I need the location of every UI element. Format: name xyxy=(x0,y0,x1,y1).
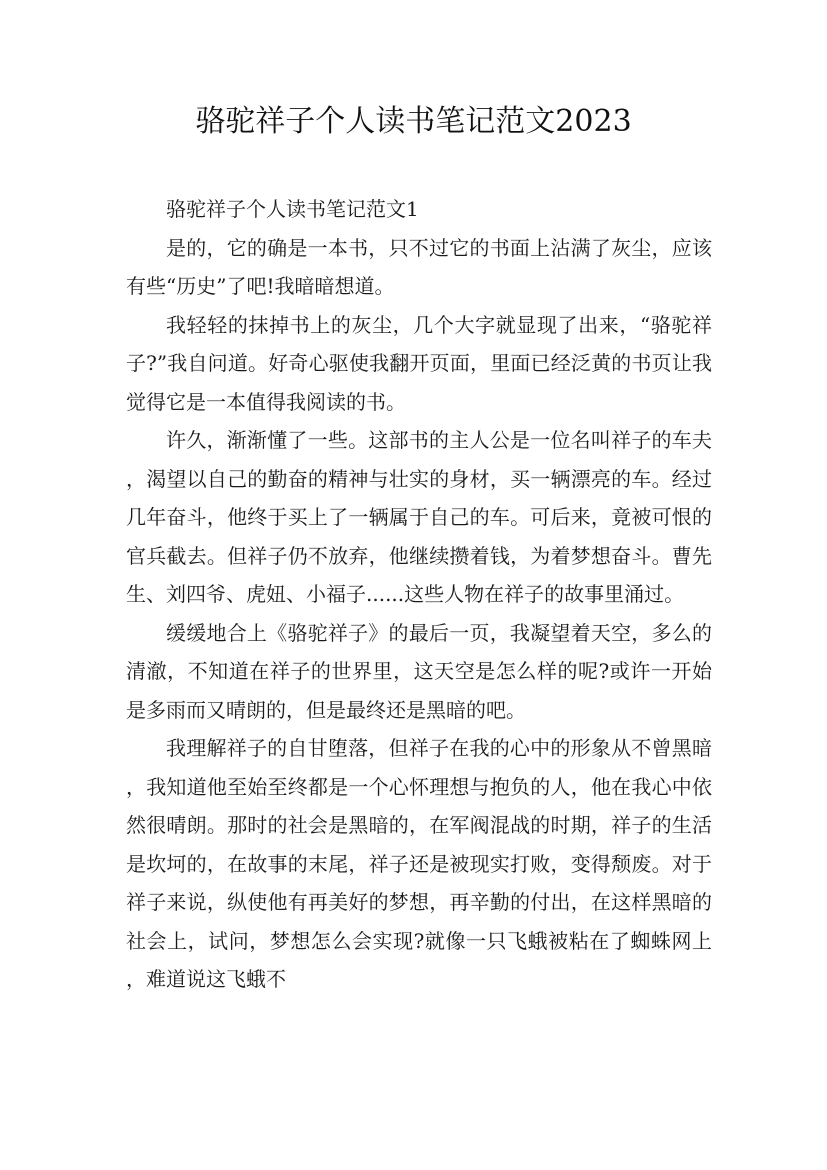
paragraph: 我理解祥子的自甘堕落，但祥子在我的心中的形象从不曾黑暗，我知道他至始至终都是一个心怀理想与抱负的人，他在我心中依然很晴朗。那时的社会是黑暗的，在军阀混战的时期，祥子的生活是坎坷的，在故事的末尾，祥子还是被现实打败，变得颓废。对于祥子来说，纵使他有再美好的梦想，再辛勤的付出，在这样黑暗的社会上，试问，梦想怎么会实现?就像一只飞蛾被粘在了蜘蛛网上，难道说这飞蛾不 xyxy=(126,736,712,991)
document-title: 骆驼祥子个人读书笔记范文2023 xyxy=(195,104,632,139)
paragraph: 许久，渐渐懂了一些。这部书的主人公是一位名叫祥子的车夫，渴望以自己的勤奋的精神与壮实的身材，买一辆漂亮的车。经过几年奋斗，他终于买上了一辆属于自己的车。可后来，竟被可恨的官兵截去。但祥子仍不放弃，他继续攒着钱，为着梦想奋斗。曹先生、刘四爷、虎妞、小福子......这些人物在祥子的故事里涌过。 xyxy=(126,428,712,606)
paragraph: 缓缓地合上《骆驼祥子》的最后一页，我凝望着天空，多么的清澈，不知道在祥子的世界里，这天空是怎么样的呢?或许一开始是多雨而又晴朗的，但是最终还是黑暗的吧。 xyxy=(126,620,712,722)
paragraph-subtitle: 骆驼祥子个人读书笔记范文1 xyxy=(166,197,419,221)
paragraph: 我轻轻的抹掉书上的灰尘，几个大字就显现了出来，“骆驼祥子?”我自问道。好奇心驱使我翻开页面，里面已经泛黄的书页让我觉得它是一本值得我阅读的书。 xyxy=(126,312,712,414)
paragraph: 是的，它的确是一本书，只不过它的书面上沾满了灰尘，应该有些“历史”了吧!我暗暗想道。 xyxy=(126,235,712,298)
document-body xyxy=(126,190,712,999)
